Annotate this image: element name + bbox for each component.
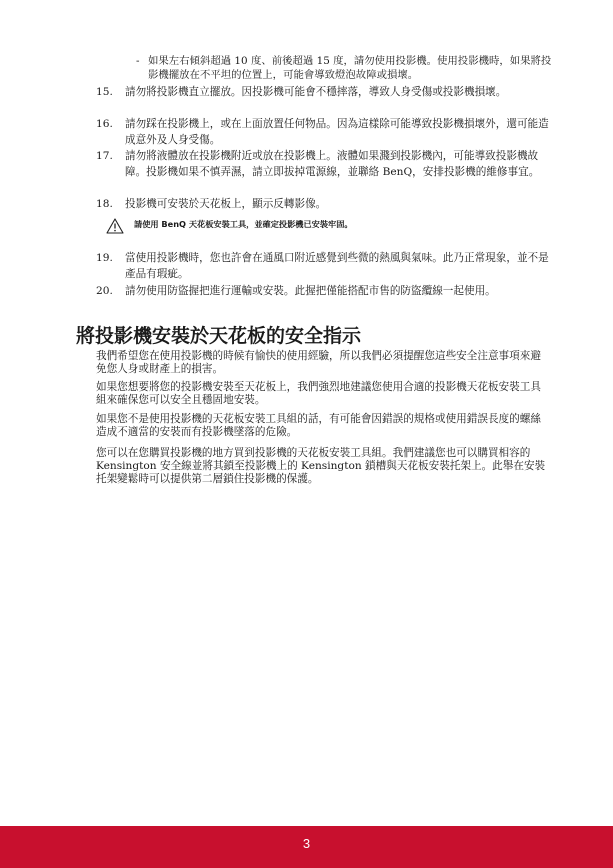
- sub-bullet-tilt: [136, 54, 556, 82]
- list-item-text: 請勿將投影機直立擺放。因投影機可能會不穩摔落，導致人身受傷或投影機損壞。: [125, 86, 507, 98]
- list-item-number: 16.: [96, 118, 113, 130]
- section-paragraph: 如果您不是使用投影機的天花板安裝工具組的話，有可能會因錯誤的規格或使用錯誤長度的螺絲造成不適當的安裝而有投影機墜落的危險。: [96, 413, 541, 438]
- list-item: [96, 283, 552, 299]
- section-paragraph: 您可以在您購買投影機的地方買到投影機的天花板安裝工具組。我們建議您也可以購買相容的 Kensington 安全線並將其鎖至投影機上的 Kensington 鎖槽與天花板安裝托架上。此舉在安裝托架變鬆時可以提供第二層鎖住投影機的保護。: [96, 447, 546, 485]
- list-item-text: 當使用投影機時，您也許會在通風口附近感覺到些微的熱風與氣味。此乃正常現象，並不是產品有瑕疵。: [125, 252, 549, 280]
- list-item: [96, 116, 552, 148]
- list-item-number: 17.: [96, 150, 113, 162]
- sub-bullet-marker: -: [136, 55, 140, 67]
- footer-bar: [0, 826, 613, 868]
- warning-note: [106, 217, 556, 237]
- list-item: [96, 196, 552, 212]
- list-item: [96, 148, 552, 180]
- section-heading: 將投影機安裝於天花板的安全指示: [76, 325, 362, 347]
- list-item-text: 投影機可安裝於天花板上，顯示反轉影像。: [125, 198, 327, 210]
- list-item-text: 請勿使用防盜握把進行運輸或安裝。此握把僅能搭配市售的防盜纜線一起使用。: [125, 285, 496, 297]
- list-item-number: 15.: [96, 86, 113, 98]
- section-paragraph: 如果您想要將您的投影機安裝至天花板上，我們強烈地建議您使用合適的投影機天花板安裝工具組來確保您可以安全且穩固地安裝。: [96, 381, 541, 406]
- list-item-text: 請勿將液體放在投影機附近或放在投影機上。液體如果濺到投影機內，可能導致投影機故障。投影機如果不慎弄濕，請立即拔掉電源線，並聯絡 BenQ，安排投影機的維修事宜。: [125, 150, 540, 178]
- list-item: [96, 250, 552, 282]
- section-paragraph: 我們希望您在使用投影機的時候有愉快的使用經驗，所以我們必須提醒您這些安全注意事項來避免您人身或財產上的損害。: [96, 350, 541, 375]
- warning-triangle-icon: [106, 218, 124, 234]
- page-number: 3: [302, 836, 311, 851]
- warning-text: 請使用 BenQ 天花板安裝工具，並確定投影機已安裝牢固。: [134, 219, 353, 229]
- list-item-number: 19.: [96, 252, 113, 264]
- sub-bullet-text: 如果左右傾斜超過 10 度、前後超過 15 度，請勿使用投影機。使用投影機時，如果將投影機擺放在不平坦的位置上，可能會導致燈泡故障或損壞。: [148, 55, 552, 81]
- list-item-number: 20.: [96, 285, 113, 297]
- list-item-number: 18.: [96, 198, 113, 210]
- list-item-text: 請勿踩在投影機上，或在上面放置任何物品。因為這樣除可能導致投影機損壞外，還可能造成意外及人身受傷。: [125, 118, 549, 146]
- list-item: [96, 84, 552, 100]
